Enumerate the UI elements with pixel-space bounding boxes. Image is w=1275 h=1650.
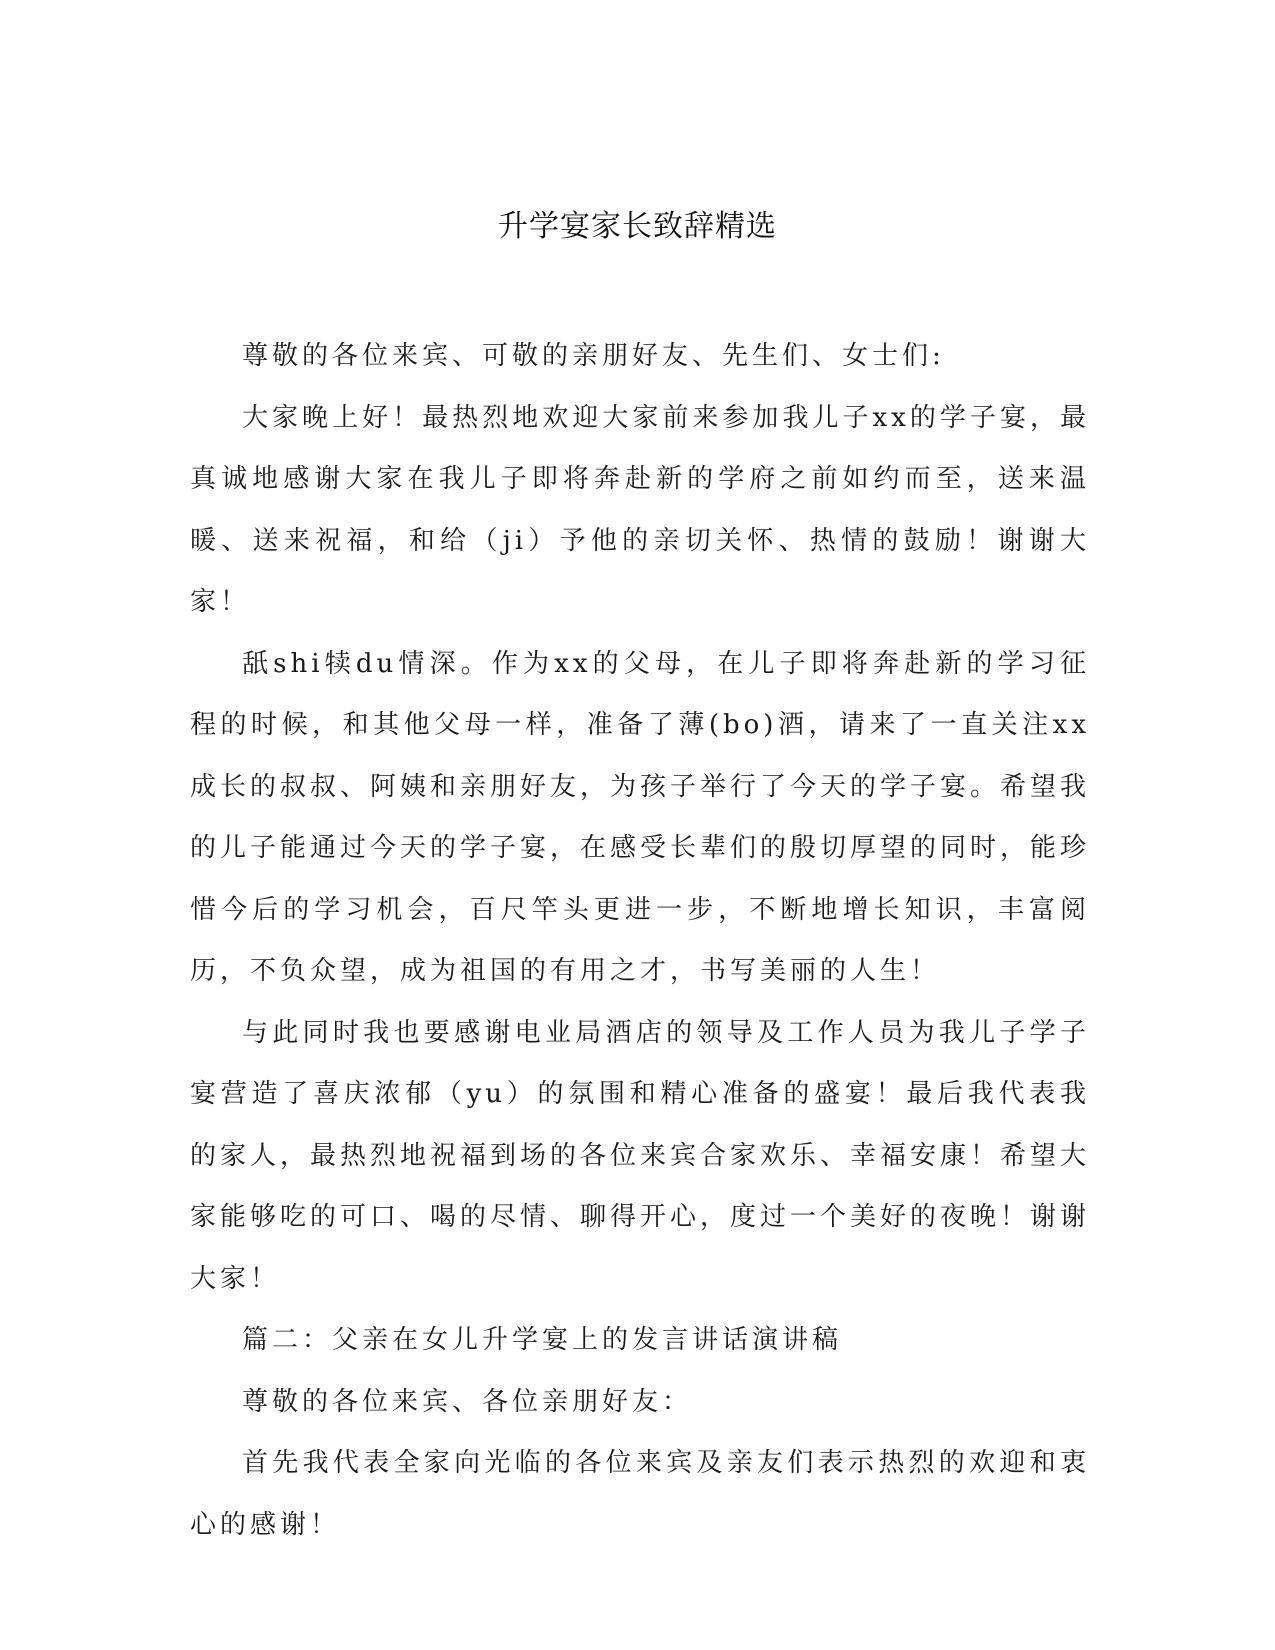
document-title: 升学宴家长致辞精选 xyxy=(498,209,777,244)
section-heading-paragraph: 篇二：父亲在女儿升学宴上的发言讲话演讲稿 xyxy=(242,1325,843,1355)
opening-thanks-paragraph: 首先我代表全家向光临的各位来宾及亲友们表示热烈的欢迎和衷心的感谢！ xyxy=(190,1448,1090,1540)
thanks-paragraph: 与此同时我也要感谢电业局酒店的领导及工作人员为我儿子学子宴营造了喜庆浓郁（yu）的氛围和精心准备的盛宴！最后我代表我的家人，最热烈地祝福到场的各位来宾合家欢乐、幸福安康！希望大家能够吃的可口、喝的尽情、聊得开心，度过一个美好的夜晚！谢谢大家！ xyxy=(190,1017,1091,1294)
hope-paragraph: 舐shi犊du情深。作为xx的父母，在儿子即将奔赴新的学习征程的时候，和其他父母一样，准备了薄(bo)酒，请来了一直关注xx成长的叔叔、阿姨和亲朋好友，为孩子举行了今天的学子宴。希望我的儿子能通过今天的学子宴，在感受长辈们的殷切厚望的同时，能珍惜今后的学习机会，百尺竿头更进一步，不断地增长知识，丰富阅历，不负众望，成为祖国的有用之才，书写美丽的人生！ xyxy=(190,648,1091,986)
salutation-paragraph: 尊敬的各位来宾、可敬的亲朋好友、先生们、女士们: xyxy=(242,341,945,371)
document-body xyxy=(190,326,1090,1556)
second-salutation-paragraph: 尊敬的各位来宾、各位亲朋好友： xyxy=(242,1386,693,1417)
welcome-paragraph: 大家晚上好！最热烈地欢迎大家前来参加我儿子xx的学子宴，最真诚地感谢大家在我儿子即将奔赴新的学府之前如约而至，送来温暖、送来祝福，和给（ji）予他的亲切关怀、热情的鼓励！谢谢大家！ xyxy=(190,402,1090,617)
